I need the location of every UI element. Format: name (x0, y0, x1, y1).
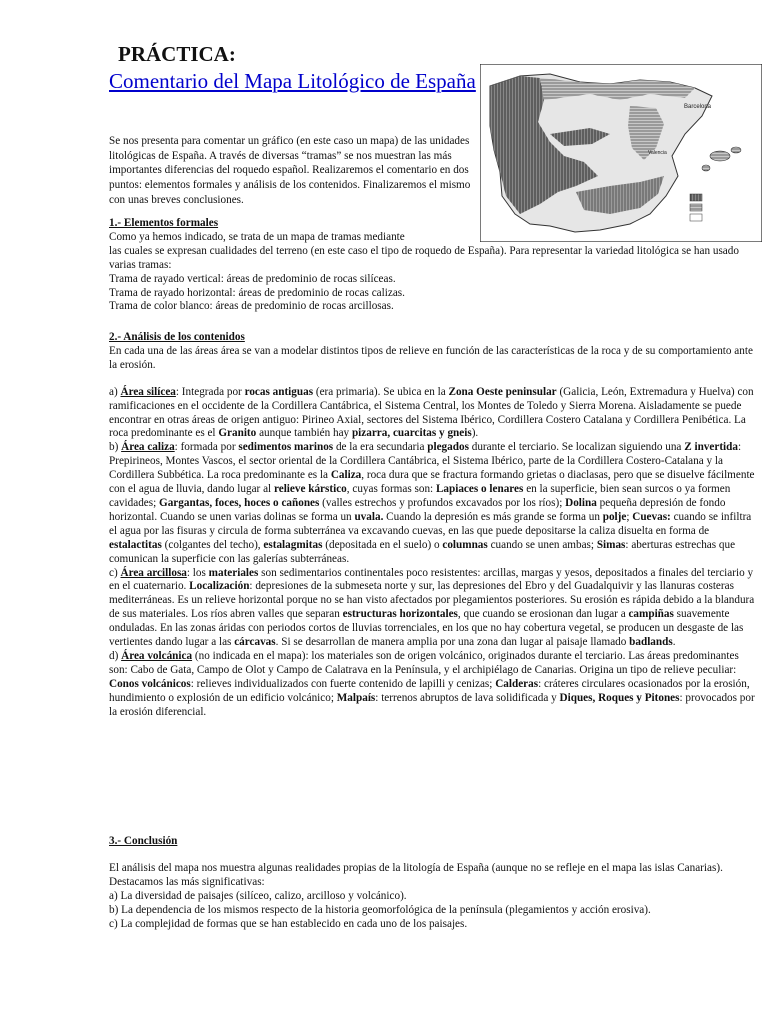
keyword: Z invertida (684, 441, 738, 454)
text-run: (era primaria). Se ubica en la (313, 385, 449, 398)
text-run: son sedimentarios continentales poco resistentes: arcillas, margas y yesos, depositados a finales del terciario y en el cuaternario. (109, 566, 754, 593)
keyword: Calderas (495, 677, 539, 690)
text-run: : provocados por la erosión diferencial. (109, 691, 755, 718)
keyword: Caliza (330, 469, 362, 482)
conclusion-item-b: b) La dependencia de los mismos respecto de la historia geomorfológica de la península (plegamientos y acción erosiva). (109, 903, 651, 916)
text-run: : los (186, 566, 209, 579)
section-1-item-horizontal: Trama de rayado horizontal: áreas de predominio de rocas calizas. (109, 286, 405, 299)
keyword: rocas antiguas (244, 385, 314, 398)
keyword: Dolina (565, 496, 597, 509)
keyword: Granito (218, 427, 257, 440)
practice-heading: PRÁCTICA: (118, 42, 236, 66)
text-run: : relieves individualizados con fuerte contenido de lapilli y cenizas; (190, 677, 496, 690)
keyword: Simas (596, 538, 626, 551)
text-run: (Galicia, León, Extremadura y Huelva) con ramificaciones en el occidente de la Cordillera Cantábrica, el Sistema Central, los Montes de Toledo y Sierra Morena. Aisladamente se puede encontrar en otras áreas de origen antiguo: Pirineo Axial, sectores del Sistema Ibérico, Cordillera Costero Catalana y Cordillera Penibética. La roca predominante es el (109, 385, 754, 440)
text-run: cuando se infiltra el agua por las fisuras y circula de forma subterránea va excavando cuevas, en las que puede depositarse la caliza disuelta en forma de (109, 510, 752, 537)
text-run: durante el terciario. Se localizan siguiendo una (468, 441, 685, 454)
section-formal-elements (109, 217, 759, 314)
section-conclusion (109, 835, 759, 931)
text-run: en la superficie, bien sean surcos o ya formen cavidades; (109, 483, 731, 509)
keyword: cárcavas (234, 636, 276, 649)
keyword: materiales (208, 566, 259, 579)
section-2-intro: En cada una de las áreas área se van a modelar distintos tipos de relieve en función de las características de la roca y de su comportamiento ante la erosión. (109, 344, 753, 371)
section-1-text: las cuales se expresan cualidades del terreno (en este caso el tipo de roquedo de España). Para representar la variedad litológica se han usado varias tramas: (109, 244, 739, 271)
keyword: Malpaís (336, 691, 376, 704)
section-content-analysis (109, 331, 759, 719)
conclusion-item-c: c) La complejidad de formas que se han establecido en cada uno de los paisajes. (109, 917, 468, 930)
text-run: : cráteres circulares ocasionados por la erosión, hundimiento o explosión de un edificio volcánico; (109, 677, 750, 704)
keyword: relieve kárstico (273, 483, 347, 496)
text-run: ). (471, 427, 479, 440)
text-run: , cuyas formas son: (346, 483, 436, 496)
section-2-title: 2.- Análisis de los contenidos (109, 331, 245, 343)
text-run: , que cuando se erosionan dan lugar a (457, 608, 629, 621)
item-clay-area (109, 567, 759, 650)
text-run: de la era secundaria (333, 441, 428, 454)
text-run: (no indicada en el mapa): los materiales son de origen volcánico, originados durante el terciario. Las áreas predominantes son: Cabo de Gata, Campo de Olot y Campo de Calatrava en la Península, y el archipiélago de Canarias. Origina un tipo de relieve peculiar: (109, 649, 739, 676)
text-run: : depresiones de la submeseta norte y sur, las depresiones del Ebro y del Guadalquivir y las llanuras costeras mediterráneas. Es un relieve horizontal porque no se han visto afectados por plegamientos posteriores. Su erosión es rápida debido a la blandura de sus materiales. Los ríos abren valles que separan (109, 580, 755, 621)
map-label-barcelona: Barcelona (684, 104, 712, 110)
item-calcareous-area (109, 441, 759, 566)
item-label: a) (109, 385, 121, 398)
keyword: Gargantas, foces, hoces o cañones (159, 496, 320, 509)
term-siliceous: Área silícea (120, 385, 176, 398)
keyword: columnas (442, 538, 488, 551)
text-run: Cuando la depresión es más grande se forma un (383, 510, 603, 523)
item-siliceous-area (109, 386, 759, 442)
keyword: polje (602, 510, 627, 523)
keyword: estalagmitas (263, 538, 323, 551)
item-label: d) (109, 649, 122, 662)
keyword: sedimentos marinos (238, 441, 334, 454)
conclusion-item-a: a) La diversidad de paisajes (silíceo, calizo, arcilloso y volcánico). (109, 889, 407, 902)
text-run: ; (626, 510, 633, 523)
text-run: . (672, 636, 676, 649)
text-run: pequeña depresión de fondo horizontal. Cuando se unen varias dolinas se forma un (109, 496, 726, 523)
section-3-title: 3.- Conclusión (109, 835, 178, 847)
keyword: Localización (189, 580, 250, 593)
section-1-title: 1.- Elementos formales (109, 217, 219, 229)
text-run: : Integrada por (175, 385, 245, 398)
keyword: Conos volcánicos (109, 677, 191, 690)
section-3-intro: El análisis del mapa nos muestra algunas realidades propias de la litología de España (aunque no se refleje en el mapa las islas Canarias). Destacamos las más significativas: (109, 861, 723, 888)
keyword: Lapiaces o lenares (435, 483, 524, 496)
text-run: cuando se unen ambas; (487, 538, 597, 551)
text-run: : Prepirineos, Montes Vascos, el sector oriental de la Cordillera Cantábrica, el Sistema Ibérico, parte de la Cordillera Costero-Catalana y la Cordillera Subbética. La roca predominante es la (109, 441, 742, 482)
keyword: estructuras horizontales (342, 608, 458, 621)
text-run: (colgantes del techo), (161, 538, 264, 551)
text-run: , roca dura que se fractura formando grietas o diaclasas, pero que se disuelve fácilmente con el agua de lluvia, dando lugar al (109, 469, 755, 496)
term-calcareous: Área caliza (121, 441, 175, 454)
term-volcanic: Área volcánica (121, 649, 193, 662)
lithological-map-image (480, 64, 762, 242)
text-run: : aberturas estrechas que comunican la superficie con las galerías subterráneas. (109, 538, 736, 565)
text-run: : formada por (174, 441, 239, 454)
document-title[interactable]: Comentario del Mapa Litológico de España (109, 69, 476, 93)
keyword: estalactitas (109, 538, 162, 551)
keyword: campiñas (628, 608, 674, 621)
intro-paragraph: Se nos presenta para comentar un gráfico (en este caso un mapa) de las unidades litológicas de España. A través de diversas “tramas” se nos muestran las más importantes diferencias del roquedo español. Realizaremos el comentario en dos puntos: elementos formales y análisis de los contenidos. Finalizaremos el mismo con unas breves conclusiones. (109, 135, 471, 206)
item-label: c) (109, 566, 121, 579)
section-1-narrow-text: Como ya hemos indicado, se trata de un mapa de tramas mediante (109, 230, 405, 243)
section-1-item-white: Trama de color blanco: áreas de predominio de rocas arcillosas. (109, 300, 394, 313)
text-run: (valles estrechos y profundos excavados por los ríos); (319, 496, 566, 509)
map-label-valencia: Valencia (648, 150, 667, 156)
text-run: . Si se desarrollan de manera amplia por una zona dan lugar al paisaje llamado (275, 636, 630, 649)
term-clay: Área arcillosa (120, 566, 187, 579)
keyword: plegados (427, 441, 469, 454)
keyword: uvala. (354, 510, 384, 523)
keyword: Diques, Roques y Pitones (559, 691, 680, 704)
text-run: suavemente onduladas. En las zonas áridas con periodos cortos de lluvias torrenciales, en los que no hay cobertura vegetal, se producen un desgaste de las vertientes dando lugar a las (109, 608, 744, 649)
keyword: Zona Oeste peninsular (448, 385, 557, 398)
item-volcanic-area (109, 650, 759, 720)
text-run: : terrenos abruptos de lava solidificada y (375, 691, 560, 704)
section-1-item-vertical: Trama de rayado vertical: áreas de predominio de rocas silíceas. (109, 272, 396, 285)
text-run: (depositada en el suelo) o (322, 538, 443, 551)
keyword: Cuevas: (632, 510, 671, 523)
item-label: b) (109, 441, 122, 454)
keyword: pizarra, cuarcitas y gneis (351, 427, 472, 440)
keyword: badlands (629, 636, 673, 649)
text-run: aunque también hay (256, 427, 352, 440)
